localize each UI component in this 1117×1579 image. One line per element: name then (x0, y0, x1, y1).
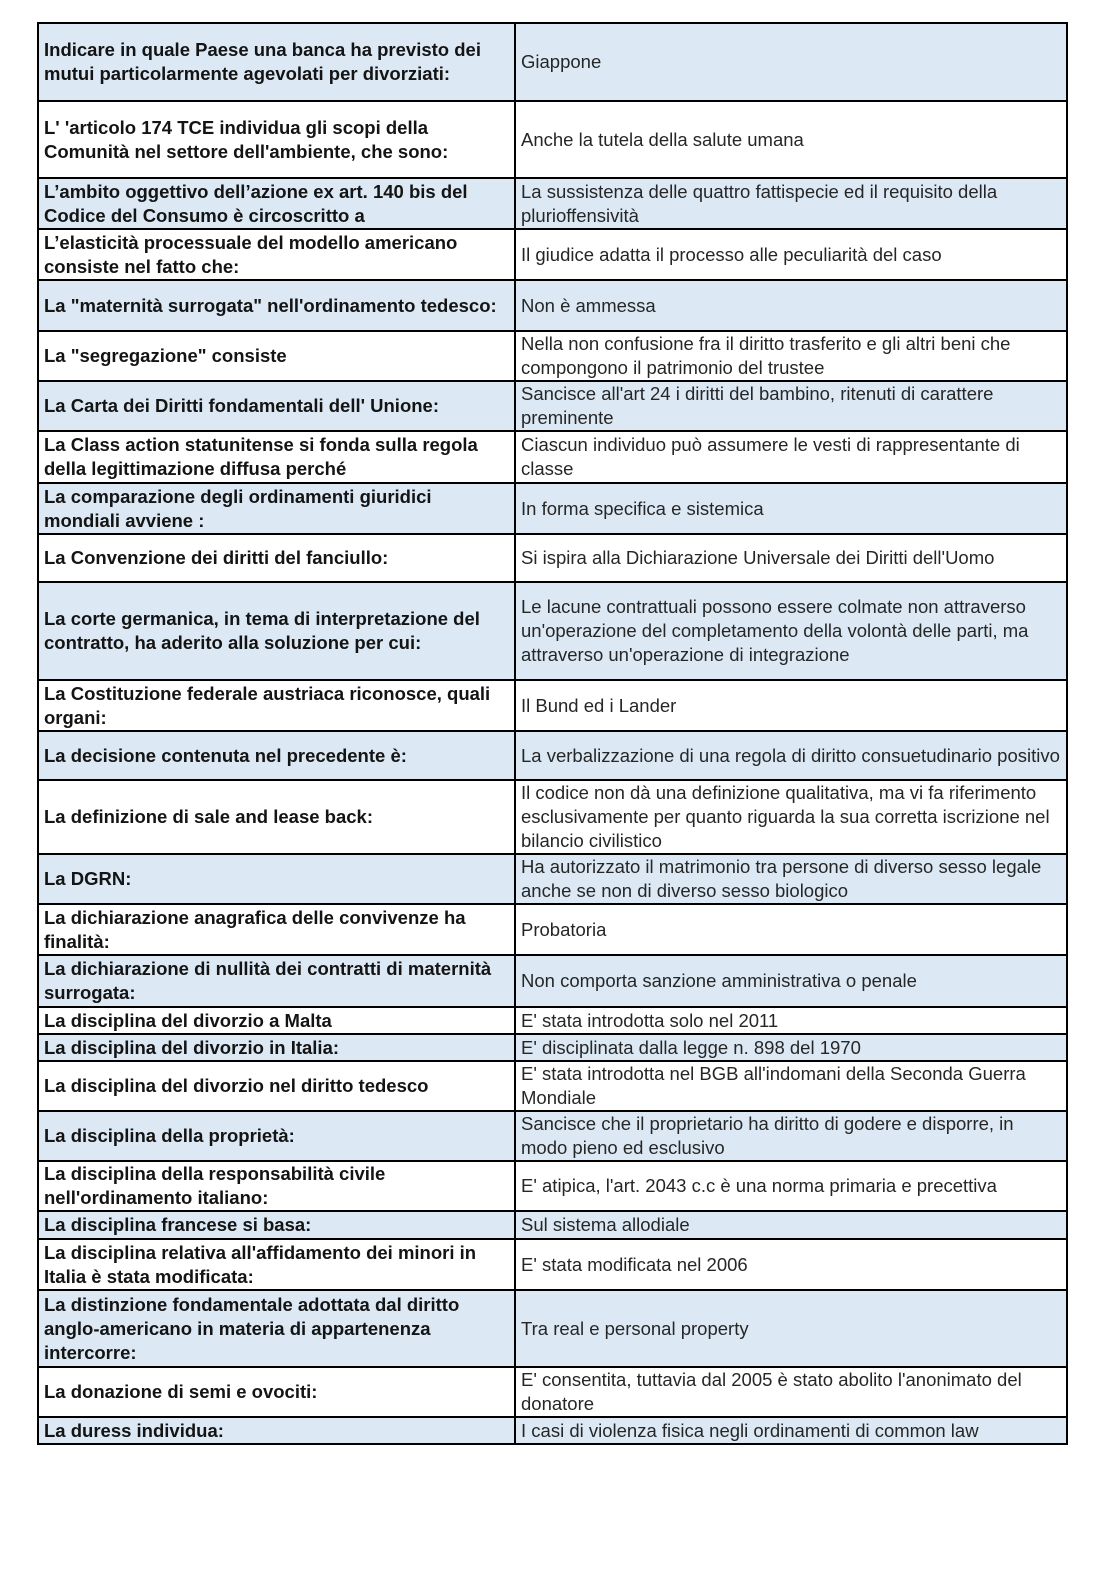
table-row (38, 1239, 1067, 1290)
table-row (38, 431, 1067, 483)
answer-cell: Le lacune contrattuali possono essere colmate non attraverso un'operazione del completamento della volontà delle parti, ma attraverso un'operazione di integrazione (515, 582, 1067, 680)
question-cell: La distinzione fondamentale adottata dal diritto anglo-americano in materia di appartenenza intercorre: (38, 1290, 515, 1367)
table-row (38, 680, 1067, 731)
answer-cell: Sul sistema allodiale (515, 1211, 1067, 1239)
answer-cell: Anche la tutela della salute umana (515, 101, 1067, 178)
question-cell: La corte germanica, in tema di interpretazione del contratto, ha aderito alla soluzione per cui: (38, 582, 515, 680)
answer-cell: Ha autorizzato il matrimonio tra persone di diverso sesso legale anche se non di diverso sesso biologico (515, 854, 1067, 904)
table-row (38, 1111, 1067, 1161)
question-cell: La disciplina del divorzio in Italia: (38, 1034, 515, 1061)
answer-cell: Tra real e personal property (515, 1290, 1067, 1367)
table-row (38, 1367, 1067, 1417)
question-cell: La donazione di semi e ovociti: (38, 1367, 515, 1417)
answer-cell: Si ispira alla Dichiarazione Universale dei Diritti dell'Uomo (515, 534, 1067, 582)
answer-cell: E' stata introdotta solo nel 2011 (515, 1007, 1067, 1034)
qa-table-body (38, 23, 1067, 1444)
table-row (38, 280, 1067, 331)
table-row (38, 483, 1067, 534)
table-row (38, 582, 1067, 680)
question-cell: La Carta dei Diritti fondamentali dell' Unione: (38, 381, 515, 431)
question-cell: Indicare in quale Paese una banca ha previsto dei mutui particolarmente agevolati per divorziati: (38, 23, 515, 101)
question-cell: La decisione contenuta nel precedente è: (38, 731, 515, 780)
question-cell: L' 'articolo 174 TCE individua gli scopi della Comunità nel settore dell'ambiente, che sono: (38, 101, 515, 178)
table-row (38, 955, 1067, 1007)
answer-cell: In forma specifica e sistemica (515, 483, 1067, 534)
table-row (38, 1007, 1067, 1034)
answer-cell: Il codice non dà una definizione qualitativa, ma vi fa riferimento esclusivamente per quanto riguarda la sua corretta iscrizione nel bilancio civilistico (515, 780, 1067, 854)
question-cell: La "maternità surrogata" nell'ordinamento tedesco: (38, 280, 515, 331)
table-row (38, 101, 1067, 178)
table-row (38, 1161, 1067, 1211)
qa-table (37, 22, 1068, 1445)
answer-cell: Nella non confusione fra il diritto trasferito e gli altri beni che compongono il patrimonio del trustee (515, 331, 1067, 381)
question-cell: La disciplina del divorzio nel diritto tedesco (38, 1061, 515, 1111)
question-cell: La Convenzione dei diritti del fanciullo: (38, 534, 515, 582)
table-row (38, 1290, 1067, 1367)
question-cell: La disciplina francese si basa: (38, 1211, 515, 1239)
answer-cell: I casi di violenza fisica negli ordinamenti di common law (515, 1417, 1067, 1444)
table-row (38, 854, 1067, 904)
table-row (38, 381, 1067, 431)
table-row (38, 1211, 1067, 1239)
answer-cell: La verbalizzazione di una regola di diritto consuetudinario positivo (515, 731, 1067, 780)
table-row (38, 904, 1067, 955)
answer-cell: Probatoria (515, 904, 1067, 955)
answer-cell: E' stata modificata nel 2006 (515, 1239, 1067, 1290)
question-cell: La disciplina della responsabilità civile nell'ordinamento italiano: (38, 1161, 515, 1211)
answer-cell: La sussistenza delle quattro fattispecie ed il requisito della plurioffensività (515, 178, 1067, 229)
question-cell: La "segregazione" consiste (38, 331, 515, 381)
question-cell: La dichiarazione anagrafica delle convivenze ha finalità: (38, 904, 515, 955)
table-row (38, 731, 1067, 780)
table-row (38, 1417, 1067, 1444)
question-cell: La disciplina del divorzio a Malta (38, 1007, 515, 1034)
answer-cell: Ciascun individuo può assumere le vesti di rappresentante di classe (515, 431, 1067, 483)
answer-cell: Sancisce che il proprietario ha diritto di godere e disporre, in modo pieno ed esclusivo (515, 1111, 1067, 1161)
answer-cell: E' consentita, tuttavia dal 2005 è stato abolito l'anonimato del donatore (515, 1367, 1067, 1417)
question-cell: La definizione di sale and lease back: (38, 780, 515, 854)
table-row (38, 331, 1067, 381)
answer-cell: E' atipica, l'art. 2043 c.c è una norma primaria e precettiva (515, 1161, 1067, 1211)
answer-cell: Giappone (515, 23, 1067, 101)
answer-cell: Non comporta sanzione amministrativa o penale (515, 955, 1067, 1007)
question-cell: L’elasticità processuale del modello americano consiste nel fatto che: (38, 229, 515, 280)
question-cell: La disciplina della proprietà: (38, 1111, 515, 1161)
answer-cell: E' stata introdotta nel BGB all'indomani della Seconda Guerra Mondiale (515, 1061, 1067, 1111)
answer-cell: Il giudice adatta il processo alle peculiarità del caso (515, 229, 1067, 280)
table-row (38, 229, 1067, 280)
table-row (38, 178, 1067, 229)
question-cell: L’ambito oggettivo dell’azione ex art. 140 bis del Codice del Consumo è circoscritto a (38, 178, 515, 229)
answer-cell: Non è ammessa (515, 280, 1067, 331)
question-cell: La Class action statunitense si fonda sulla regola della legittimazione diffusa perché (38, 431, 515, 483)
answer-cell: Il Bund ed i Lander (515, 680, 1067, 731)
table-row (38, 1034, 1067, 1061)
question-cell: La Costituzione federale austriaca riconosce, quali organi: (38, 680, 515, 731)
answer-cell: E' disciplinata dalla legge n. 898 del 1970 (515, 1034, 1067, 1061)
question-cell: La DGRN: (38, 854, 515, 904)
table-row (38, 780, 1067, 854)
table-row (38, 23, 1067, 101)
question-cell: La comparazione degli ordinamenti giuridici mondiali avviene : (38, 483, 515, 534)
answer-cell: Sancisce all'art 24 i diritti del bambino, ritenuti di carattere preminente (515, 381, 1067, 431)
table-row (38, 1061, 1067, 1111)
question-cell: La dichiarazione di nullità dei contratti di maternità surrogata: (38, 955, 515, 1007)
question-cell: La disciplina relativa all'affidamento dei minori in Italia è stata modificata: (38, 1239, 515, 1290)
question-cell: La duress individua: (38, 1417, 515, 1444)
table-row (38, 534, 1067, 582)
